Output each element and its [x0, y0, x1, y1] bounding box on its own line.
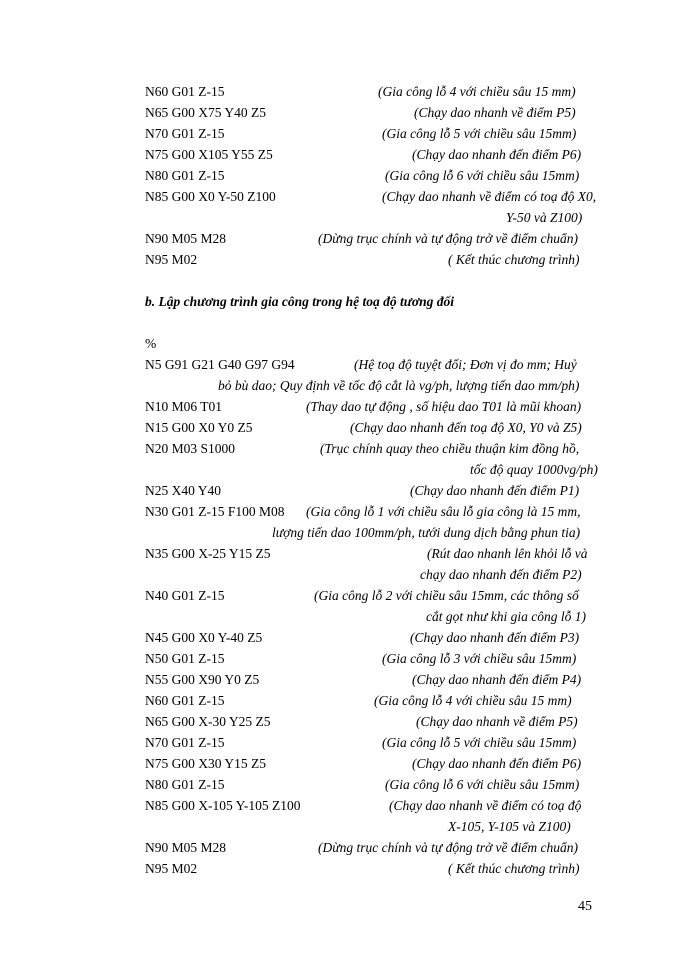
- nc-comment: (Chạy dao nhanh về điểm có toạ độ X0,: [382, 189, 597, 204]
- nc-code: N45 G00 X0 Y-40 Z5: [145, 630, 263, 645]
- nc-code: N65 G00 X75 Y40 Z5: [145, 105, 266, 120]
- nc-code: N95 M02: [145, 861, 198, 876]
- nc-comment: (Rút dao nhanh lên khỏi lỗ và: [427, 546, 588, 561]
- nc-comment-continuation: lượng tiến dao 100mm/ph, tưới dung dịch bằng phun tia): [272, 525, 581, 540]
- nc-code: N85 G00 X0 Y-50 Z100: [145, 189, 276, 204]
- nc-code: N5 G91 G21 G40 G97 G94: [145, 357, 295, 372]
- page-number: 45: [578, 899, 592, 914]
- nc-comment: (Chạy dao nhanh đến điểm P6): [412, 756, 582, 771]
- nc-code: N75 G00 X105 Y55 Z5: [145, 147, 273, 162]
- nc-code: N55 G00 X90 Y0 Z5: [145, 672, 260, 687]
- nc-code: N70 G01 Z-15: [145, 126, 225, 141]
- nc-comment: (Dừng trục chính và tự động trở về điểm chuẩn): [318, 231, 579, 246]
- section-heading: b. Lập chương trình gia công trong hệ toạ độ tương đối: [145, 294, 454, 309]
- nc-comment: (Chạy dao nhanh đến điểm P1): [410, 483, 580, 498]
- nc-comment: (Gia công lỗ 5 với chiều sâu 15mm): [382, 735, 577, 750]
- nc-comment: (Dừng trục chính và tự động trở về điểm chuẩn): [318, 840, 579, 855]
- nc-code: N30 G01 Z-15 F100 M08: [145, 504, 285, 519]
- nc-code: N80 G01 Z-15: [145, 168, 225, 183]
- nc-code: N85 G00 X-105 Y-105 Z100: [145, 798, 301, 813]
- nc-comment: (Gia công lỗ 2 với chiều sâu 15mm, các thông số: [314, 588, 579, 603]
- nc-code: N80 G01 Z-15: [145, 777, 225, 792]
- nc-code: N70 G01 Z-15: [145, 735, 225, 750]
- nc-code: N10 M06 T01: [145, 399, 223, 414]
- nc-comment: (Gia công lỗ 6 với chiều sâu 15mm): [385, 168, 580, 183]
- nc-comment-continuation: chạy dao nhanh đến điểm P2): [420, 567, 582, 582]
- nc-code: N90 M05 M28: [145, 840, 227, 855]
- nc-comment: (Gia công lỗ 6 với chiều sâu 15mm): [385, 777, 580, 792]
- nc-code: N20 M03 S1000: [145, 441, 236, 456]
- nc-comment: (Chạy dao nhanh đến điểm P3): [410, 630, 580, 645]
- nc-comment: ( Kết thúc chương trình): [448, 252, 580, 267]
- nc-code: N95 M02: [145, 252, 198, 267]
- nc-comment: (Chạy dao nhanh đến điểm P6): [412, 147, 582, 162]
- nc-comment: (Chạy dao nhanh về điểm P5): [414, 105, 576, 120]
- nc-code: N35 G00 X-25 Y15 Z5: [145, 546, 271, 561]
- nc-code: N65 G00 X-30 Y25 Z5: [145, 714, 271, 729]
- program-start-marker: %: [145, 336, 157, 351]
- nc-comment: (Gia công lỗ 4 với chiều sâu 15 mm): [374, 693, 572, 708]
- nc-comment: ( Kết thúc chương trình): [448, 861, 580, 876]
- nc-comment: (Chạy dao nhanh về điểm có toạ độ: [389, 798, 582, 813]
- nc-comment-continuation: cắt gọt như khi gia công lỗ 1): [426, 609, 586, 624]
- nc-code: N25 X40 Y40: [145, 483, 221, 498]
- nc-comment-continuation: X-105, Y-105 và Z100): [448, 819, 571, 834]
- nc-comment: (Hệ toạ độ tuyệt đối; Đơn vị đo mm; Huỷ: [354, 357, 577, 372]
- nc-code: N15 G00 X0 Y0 Z5: [145, 420, 253, 435]
- nc-comment: (Chạy dao nhanh về điểm P5): [416, 714, 578, 729]
- nc-comment: (Gia công lỗ 5 với chiều sâu 15mm): [382, 126, 577, 141]
- nc-code: N50 G01 Z-15: [145, 651, 225, 666]
- nc-code: N60 G01 Z-15: [145, 84, 225, 99]
- nc-comment: (Chạy dao nhanh đến điểm P4): [412, 672, 582, 687]
- nc-comment: (Trục chính quay theo chiều thuận kim đồng hồ,: [320, 441, 580, 456]
- nc-comment: (Gia công lỗ 4 với chiều sâu 15 mm): [378, 84, 576, 99]
- nc-code: N75 G00 X30 Y15 Z5: [145, 756, 266, 771]
- nc-code: N60 G01 Z-15: [145, 693, 225, 708]
- nc-comment-continuation: bỏ bù dao; Quy định về tốc độ cắt là vg/ph, lượng tiến dao mm/ph): [218, 378, 580, 393]
- nc-code: N90 M05 M28: [145, 231, 227, 246]
- nc-code: N40 G01 Z-15: [145, 588, 225, 603]
- nc-comment-continuation: tốc độ quay 1000vg/ph): [470, 462, 598, 477]
- nc-comment: (Chạy dao nhanh đến toạ độ X0, Y0 và Z5): [350, 420, 582, 435]
- nc-comment: (Thay dao tự động , số hiệu dao T01 là mũi khoan): [306, 399, 582, 414]
- nc-comment-continuation: Y-50 và Z100): [506, 210, 583, 225]
- nc-comment: (Gia công lỗ 1 với chiều sâu lỗ gia công là 15 mm,: [306, 504, 581, 519]
- nc-comment: (Gia công lỗ 3 với chiều sâu 15mm): [382, 651, 577, 666]
